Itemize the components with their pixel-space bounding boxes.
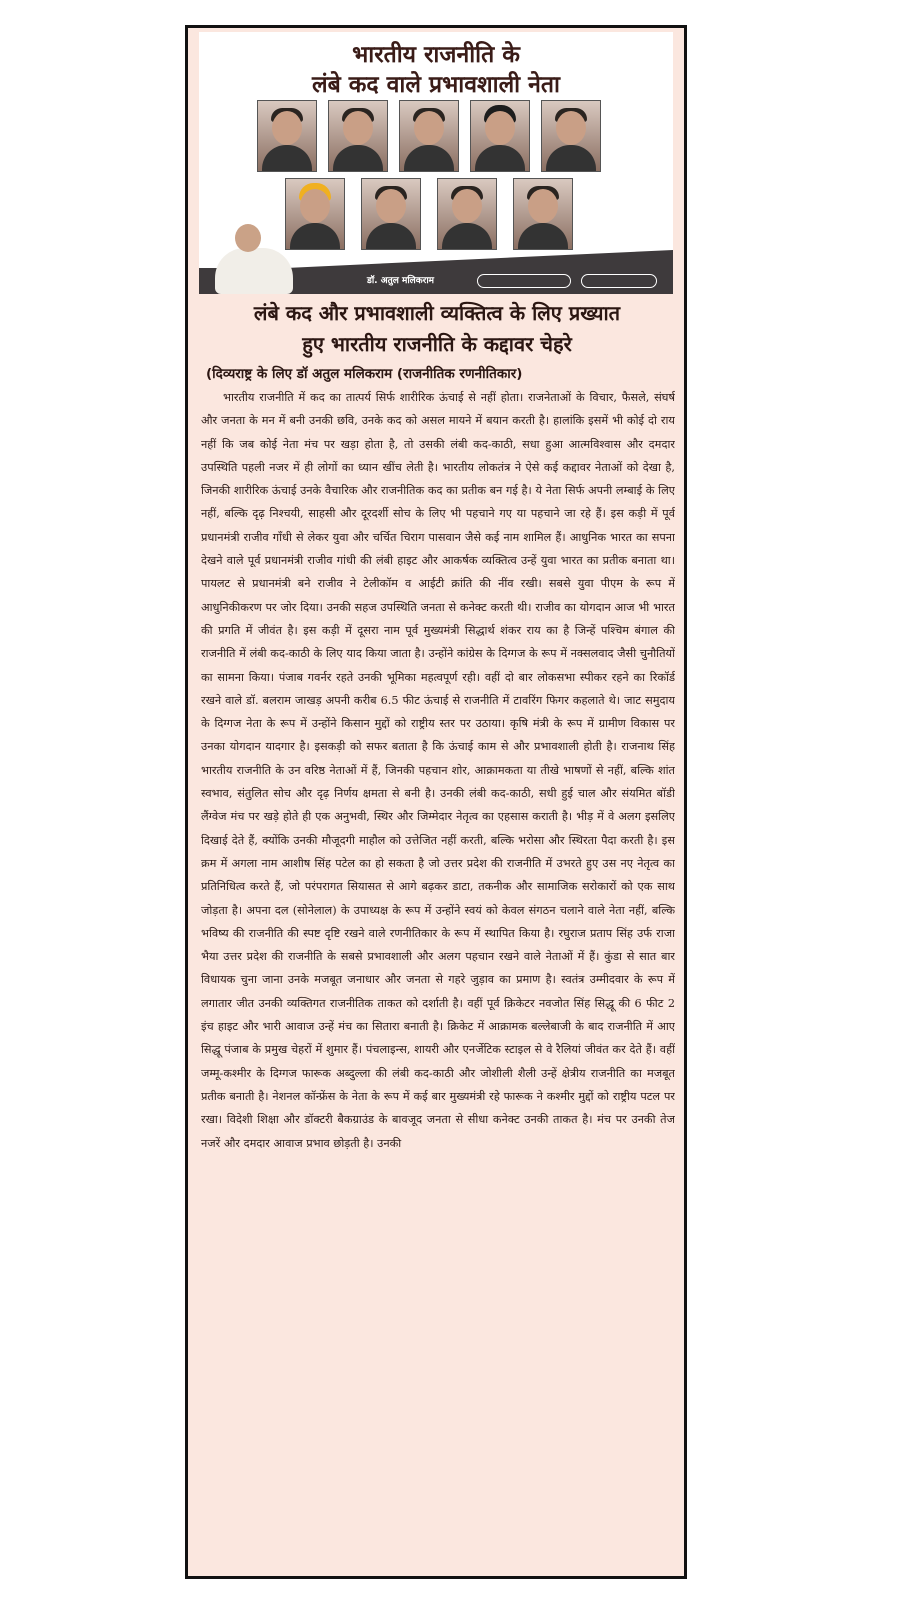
leader-photo bbox=[513, 178, 573, 250]
banner-tag bbox=[581, 274, 657, 288]
banner-tag bbox=[477, 274, 571, 288]
leader-photo bbox=[328, 100, 388, 172]
leader-photo bbox=[541, 100, 601, 172]
headline-line2: हुए भारतीय राजनीति के कद्दावर चेहरे bbox=[302, 332, 572, 356]
banner-title-line1: भारतीय राजनीति के bbox=[352, 42, 520, 68]
newspaper-clipping bbox=[185, 25, 687, 1579]
author-name: डॉ. अतुल मलिकराम bbox=[367, 276, 435, 286]
article-byline: (दिव्यराष्ट्र के लिए डॉ अतुल मलिकराम (राजनीतिक रणनीतिकार) bbox=[206, 366, 523, 382]
leader-photo bbox=[257, 100, 317, 172]
banner-title-line2: लंबे कद वाले प्रभावशाली नेता bbox=[312, 72, 560, 98]
banner-title bbox=[199, 40, 673, 100]
leader-photo bbox=[437, 178, 497, 250]
headline-line1: लंबे कद और प्रभावशाली व्यक्तित्व के लिए प्रख्यात bbox=[253, 301, 621, 325]
header-banner bbox=[199, 32, 673, 294]
author-photo bbox=[205, 224, 297, 294]
leader-photo bbox=[470, 100, 530, 172]
article-headline bbox=[196, 298, 678, 360]
leader-photo bbox=[361, 178, 421, 250]
article-body: भारतीय राजनीति में कद का तात्पर्य सिर्फ शारीरिक ऊंचाई से नहीं होता। राजनेताओं के विचार, फैसले, संघर्ष और जनता के मन में बनी उनकी छवि, उनके कद को असल मायने में बयान करती है। हालांकि इसमें भी कोई दो राय नहीं कि जब कोई नेता मंच पर खड़ा होता है, तो उसकी लंबी कद-काठी, सधा हुआ आत्मविश्वास और दमदार उपस्थिति पहली नजर में ही लोगों का ध्यान खींच लेती है। भारतीय लोकतंत्र ने ऐसे कई कद्दावर नेताओं को देखा है, जिनकी शारीरिक ऊंचाई उनके वैचारिक और राजनीतिक कद का प्रतीक बन गई है। ये नेता सिर्फ अपनी लम्बाई के लिए नहीं, बल्कि दृढ़ निश्चयी, साहसी और दूरदर्शी सोच के लिए भी पहचाने गए या पहचाने जा रहे हैं। इस कड़ी में पूर्व प्रधानमंत्री राजीव गाँधी से लेकर युवा और चर्चित चिराग पासवान जैसे कई नाम शामिल हैं। आधुनिक भारत का सपना देखने वाले पूर्व प्रधानमंत्री राजीव गांधी की लंबी हाइट और आकर्षक व्यक्तित्व उन्हें युवा भारत का प्रतीक बनाता था। पायलट से प्रधानमंत्री बने राजीव ने टेलीकॉम व आईटी क्रांति की नींव रखी। सबसे युवा पीएम के रूप में आधुनिकीकरण पर जोर दिया। उनकी सहज उपस्थिति जनता से कनेक्ट करती थी। राजीव का योगदान आज भी भारत की प्रगति में जीवंत है। इस कड़ी में दूसरा नाम पूर्व मुख्यमंत्री सिद्धार्थ शंकर राय का है जिन्हें पश्चिम बंगाल की राजनीति में लंबी कद-काठी के लिए याद किया जाता है। उन्होंने कांग्रेस के दिग्गज के रूप में नक्सलवाद जैसी चुनौतियों का सामना किया। पंजाब गवर्नर रहते उनकी भूमिका महत्वपूर्ण रही। वहीं दो बार लोकसभा स्पीकर रहने का रिकॉर्ड रखने वाले डॉ. बलराम जाखड़ अपनी करीब 6.5 फीट ऊंचाई से राजनीति में टावरिंग फिगर कहलाते थे। जाट समुदाय के दिग्गज नेता के रूप में उन्होंने किसान मुद्दों को राष्ट्रीय स्तर पर उठाया। कृषि मंत्री के रूप में ग्रामीण विकास पर उनका योगदान यादगार है। इसकड़ी को सफर बताता है कि ऊंचाई काम से और प्रभावशाली होती है। राजनाथ सिंह भारतीय राजनीति के उन वरिष्ठ नेताओं में हैं, जिनकी पहचान शोर, आक्रामकता या तीखे भाषणों से नहीं, बल्कि शांत स्वभाव, संतुलित सोच और दृढ़ निर्णय क्षमता से बनी है। उनकी लंबी कद-काठी, सधी हुई चाल और संयमित बॉडी लैंग्वेज मंच पर खड़े होते ही एक अनुभवी, स्थिर और जिम्मेदार नेतृत्व का एहसास कराती है। भीड़ में वे अलग इसलिए दिखाई देते हैं, क्योंकि उनकी मौजूदगी माहौल को उत्तेजित नहीं करती, बल्कि भरोसा और स्थिरता पैदा करती है। इस क्रम में अगला नाम आशीष सिंह पटेल का हो सकता है जो उत्तर प्रदेश की राजनीति में उभरते हुए उस नए नेतृत्व का प्रतिनिधित्व करते हैं, जो परंपरागत सियासत से आगे बढ़कर डाटा, तकनीक और सामाजिक सरोकारों को एक साथ जोड़ता है। अपना दल (सोनेलाल) के उपाध्यक्ष के रूप में उन्होंने स्वयं को केवल संगठन चलाने वाले नेता नहीं, बल्कि भविष्य की राजनीति की स्पष्ट दृष्टि रखने वाले रणनीतिकार के रूप में स्थापित किया है। रघुराज प्रताप सिंह उर्फ राजा भैया उत्तर प्रदेश की राजनीति के सबसे प्रभावशाली और अलग पहचान रखने वाले नेताओं में हैं। कुंडा से सात बार विधायक चुना जाना उनके मजबूत जनाधार और जनता से गहरे जुड़ाव का प्रमाण है। स्वतंत्र उम्मीदवार के रूप में लगातार जीत उनकी व्यक्तिगत राजनीतिक ताकत को दर्शाती है। वहीं पूर्व क्रिकेटर नवजोत सिंह सिद्धू की 6 फीट 2 इंच हाइट और भारी आवाज उन्हें मंच का सितारा बनाती है। क्रिकेट में आक्रामक बल्लेबाजी के बाद राजनीति में आए सिद्धू पंजाब के प्रमुख चेहरों में शुमार हैं। पंचलाइन्स, शायरी और एनर्जेटिक स्टाइल से वे रैलियां जीवंत कर देते हैं। वहीं जम्मू-कश्मीर के दिग्गज फारूक अब्दुल्ला की लंबी कद-काठी और जोशीली शैली उन्हें क्षेत्रीय राजनीति का मजबूत प्रतीक बनाती है। नेशनल कॉन्फ्रेंस के नेता के रूप में कई बार मुख्यमंत्री रहे फारूक ने कश्मीर मुद्दों को राष्ट्रीय पटल पर रखा। विदेशी शिक्षा और डॉक्टरी बैकग्राउंड के बावजूद जनता से सीधा कनेक्ट उनकी ताकत है। मंच पर उनकी तेज नजरें और दमदार आवाज प्रभाव छोड़ती है। उनकी bbox=[201, 391, 675, 1150]
leader-photo bbox=[399, 100, 459, 172]
